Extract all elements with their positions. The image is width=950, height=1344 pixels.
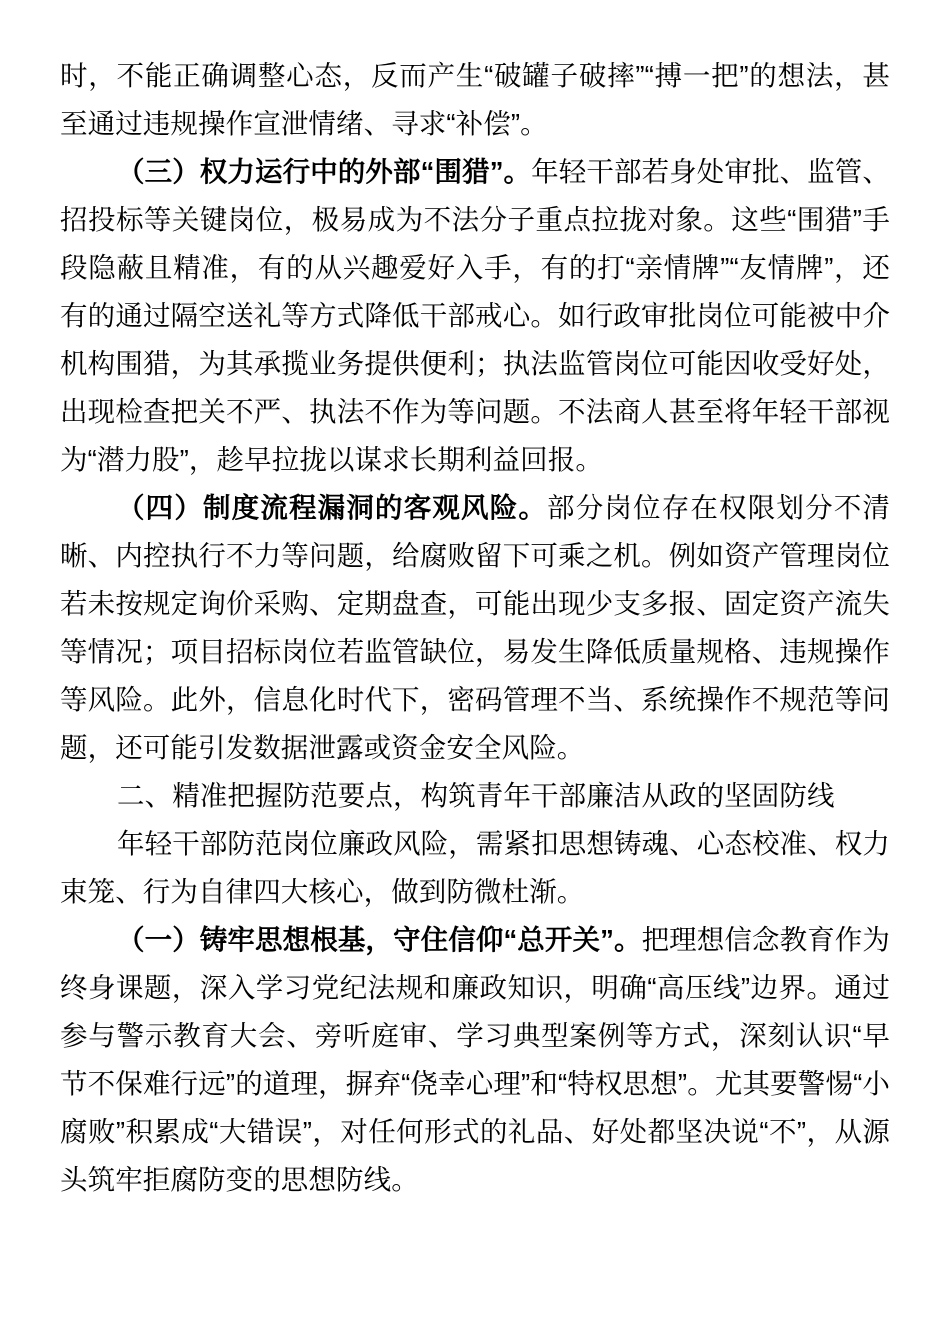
heading-section-two <box>60 772 890 820</box>
section-heading-one: （一）铸牢思想根基，守住信仰“总开关”。 <box>117 924 642 955</box>
paragraph-section-two-intro <box>60 820 890 916</box>
paragraph-text: 年轻干部若身处审批、监管、招投标等关键岗位，极易成为不法分子重点拉拢对象。这些“围猎”手段隐蔽且精准，有的从兴趣爱好入手，有的打“亲情牌”“友情牌”，还有的通过隔空送礼等方式降低干部戒心。如行政审批岗位可能被中介机构围猎，为其承揽业务提供便利；执法监管岗位可能因收受好处，出现检查把关不严、执法不作为等问题。不法商人甚至将年轻干部视为“潜力股”，趁早拉拢以谋求长期利益回报。 <box>60 156 890 475</box>
paragraph-text: 时，不能正确调整心态，反而产生“破罐子破摔”“搏一把”的想法，甚至通过违规操作宣泄情绪、寻求“补偿”。 <box>60 60 890 139</box>
section-heading-four: （四）制度流程漏洞的客观风险。 <box>117 492 548 523</box>
section-heading-three: （三）权力运行中的外部“围猎”。 <box>117 156 532 187</box>
paragraph-text: 把理想信念教育作为终身课题，深入学习党纪法规和廉政知识，明确“高压线”边界。通过参与警示教育大会、旁听庭审、学习典型案例等方式，深刻认识“早节不保难行远”的道理，摒弃“侥幸心理”和“特权思想”。尤其要警惕“小腐败”积累成“大错误”，对任何形式的礼品、好处都坚决说“不”，从源头筑牢拒腐防变的思想防线。 <box>60 924 891 1195</box>
paragraph-continuation <box>60 52 890 148</box>
paragraph-text: 部分岗位存在权限划分不清晰、内控执行不力等问题，给腐败留下可乘之机。例如资产管理岗位若未按规定询价采购、定期盘查，可能出现少支多报、固定资产流失等情况；项目招标岗位若监管缺位，易发生降低质量规格、违规操作等风险。此外，信息化时代下，密码管理不当、系统操作不规范等问题，还可能引发数据泄露或资金安全风险。 <box>60 492 891 763</box>
paragraph-text: 年轻干部防范岗位廉政风险，需紧扣思想铸魂、心态校准、权力束笼、行为自律四大核心，做到防微杜渐。 <box>60 828 890 907</box>
paragraph-section-four <box>60 484 890 772</box>
paragraph-section-one <box>60 916 890 1204</box>
paragraph-section-three <box>60 148 890 484</box>
document-body <box>60 52 890 1204</box>
heading-text: 二、精准把握防范要点，构筑青年干部廉洁从政的坚固防线 <box>117 780 835 811</box>
